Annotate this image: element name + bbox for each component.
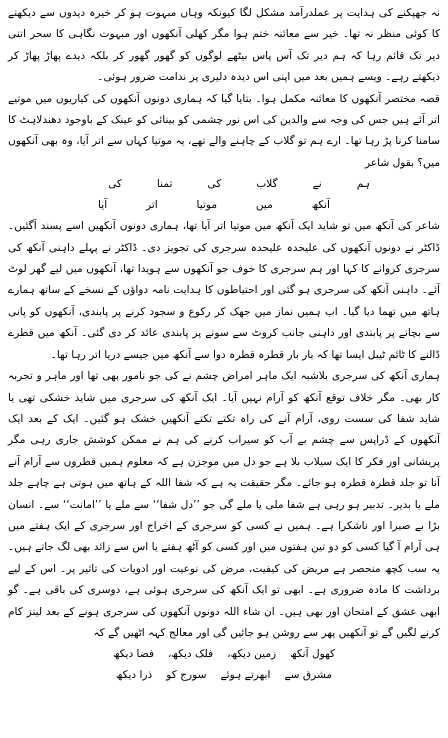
couplet-1-line-1 [8,174,440,195]
verse-phrase: سورج کو [166,669,207,682]
verse-phrase: فلک دیکھ، [168,648,214,661]
verse-word: میں [255,199,273,212]
verse-word: آیا [98,199,108,212]
paragraph-2: قصہ مختصر آنکھوں کا معائنہ مکمل ہوا۔ بتایا گیا کہ ہماری دونوں آنکھوں کی کیاریوں میں موتیے اتر آئے ہیں جس کی وجہ سے والدین کی اس نور چشمی کو بینائی کو عینک کے باوجود دھندلاہٹ کا سامنا کرنا پڑ رہا تھا۔ ارے ہم تو گلاب کے چاہنے والے تھے، یہ موتیا کہاں سے اتر آیا، وہ بھی آنکھوں میں؟ بقول شاعر [8,92,440,169]
verse-word: کی [207,178,222,191]
verse-word: تمنا [156,178,173,191]
verse-word: آنکھ [311,199,330,212]
verse-word: اتر [145,199,158,212]
verse-phrase: زمین دیکھ، [227,648,277,661]
couplet-1-line-2 [8,195,440,216]
verse-word: ہم [356,178,370,191]
verse-phrase: ابھرتے ہوئے [220,669,271,682]
verse-word: کی [108,178,122,191]
verse-word: موتیا [196,199,218,212]
paragraph-4: ہماری آنکھ کی سرجری بلاشبہ ایک ماہر امراض چشم نے کی جو نامور بھی تھا اور ماہر و تجربہ کار بھی۔ مگر خلاف توقع آنکھ کو آرام نہیں آیا۔ ایک آنکھ کی سرجری میں شاید خشکی تھی یا شاید شفا کی سست روی، آرام آنے کی راہ تکتے تکتے آنکھیں خشک ہو گئیں۔ ایک کے بعد ایک آنکھوں کے ڈراپس سے چشم بے آب کو سیراب کرنے کی ہم نے ممکن کوشش جاری رہی مگر پریشانی اور فکر کا ایک سیلاب بلا ہے جو دل میں موجزن ہے کہ معلوم ہمیں قطروں سے آرام آنے آنا تو جلد قطرہ قطرہ ہو جائے۔ مگر حقیقت یہ ہے کہ شفا اللہ کے ہاتھ میں ہوتی ہے چاہے جلد ملے یا بدیر۔ تدبیر ہو رہی ہے شفا ملی یا ملے گی جو ’’دل شفا‘‘ سے ملے یا ’’امانت‘‘ سے۔ انسان بڑا بے صبرا اور ناشکرا ہے۔ ہمیں نے کسی کو سرجری کے اخراج اور سرجری کے ایک ہفتے میں ہی آرام آ گیا کسی کو دو تین ہفتوں میں اور کسی کو آٹھ ہفتے یا اس سے زائد بھی لگ جاتے ہیں۔ یہ سب کچھ منحصر ہے مریض کی کیفیت، مرض کی نوعیت اور ادویات کی تاثیر پر۔ اس کے لیے برداشت کا مادہ ضروری ہے۔ ابھی تو ایک آنکھ کی سرجری ہوئی ہے، دوسری کی باقی ہے۔ گو ابھی عشق کے امتحان اور بھی ہیں۔ ان شاء اللہ دونوں آنکھوں کی سرجری ہونے کے بعد لینز کام کرنے لگیں گے تو آنکھیں پھر سے روشن ہو جائیں گی اور معالج کہہ اٹھیں گے کہ [8,370,440,639]
verse-phrase: کھول آنکھ [290,648,336,661]
verse-phrase: فضا دیکھ [112,648,155,661]
verse-phrase: ذرا دیکھ [115,669,153,682]
paragraph-3: شاعر کی آنکھ میں تو شاید ایک آنکھ میں موتیا اتر آیا تھا، ہماری دونوں آنکھیں اسے پسند آگئیں۔ ڈاکٹر نے دونوں آنکھوں کی علیحدہ علیحدہ سرجری کی تجویز دی۔ ڈاکٹر نے پہلے داہنی آنکھ کی سرجری کروانے کا کہا اور ہم سرجری کا خوف جو آنکھوں سے ہویدا تھا، آنکھوں میں لیے گھر لوٹ آئے۔ داہنی آنکھ کی سرجری ہو گئی اور احتیاطوں کا ہدایت نامہ دواؤں کے نسخے کے ساتھ ہمارے ہاتھ میں تھما دیا گیا۔ اب ہمیں نماز میں جھک کر رکوع و سجود کرنے پر پابندی، آنکھوں کو پانی سے بچانے پر پابندی اور داہنی جانب کروٹ سے سونے پر پابندی عائد کر دی گئی۔ آنکھ میں قطرے ڈالنے کا ٹائم ٹیبل ایسا تھا کہ بار بار قطرہ قطرہ دوا سے آنکھ میں جیسے دریا اتر رہا تھا۔ [8,220,440,361]
couplet-2-line-2 [8,665,440,686]
verse-word: گلاب [256,178,278,191]
paragraph-1: نہ جھپکنے کی ہدایت پر عملدرآمد مشکل لگا کیونکہ وہاں مبہوت ہو کر خیرہ دیدوں سے دیکھنے کا کوئی منظر نہ تھا۔ خیر سے معائنہ ختم ہوا مگر کھلی آنکھوں اور مبہوت نگاہی کا سحر اتنی دیر تک قائم رہا کہ ہم دیر تک آس پاس بیٹھے لوگوں کو گھور گھور کر بلکہ دیدے پھاڑ پھاڑ کر دیکھتے رہے۔ ویسے ہمیں بعد میں اپنی اس دیدہ دلیری پر ندامت ضرور ہوئی۔ [8,7,440,84]
verse-word: نے [312,178,322,191]
verse-phrase: مشرق سے [284,669,333,682]
couplet-2-line-1 [8,644,440,665]
